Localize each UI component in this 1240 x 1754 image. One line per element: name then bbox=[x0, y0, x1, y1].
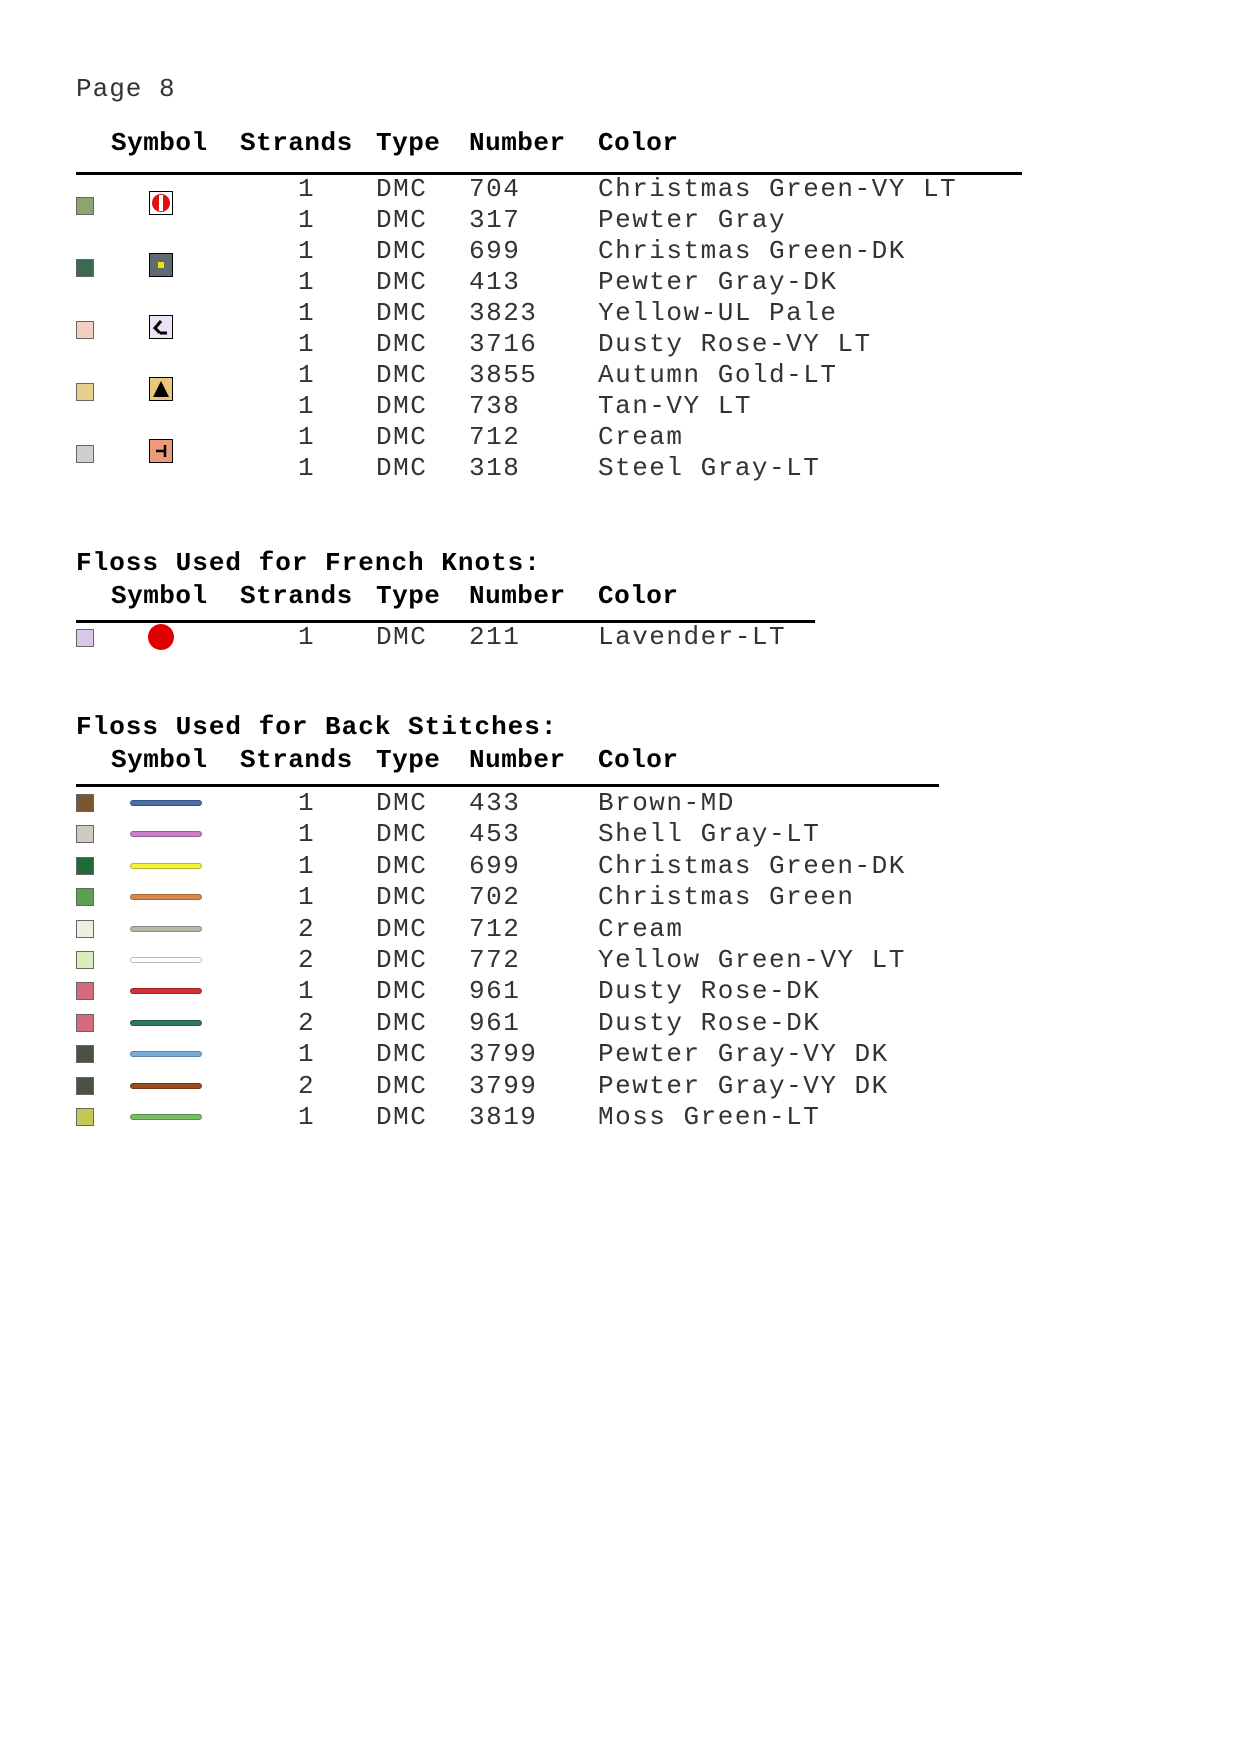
table-row: 2 DMC 3799 Pewter Gray-VY DK bbox=[298, 1071, 889, 1101]
header-type: Type bbox=[376, 745, 441, 775]
header-type: Type bbox=[376, 581, 441, 611]
table-row: 1 DMC 211 Lavender-LT bbox=[298, 622, 787, 652]
french-knots-title: Floss Used for French Knots: bbox=[76, 548, 541, 578]
page-label: Page 8 bbox=[76, 74, 176, 104]
table-row: 1 DMC 704 Christmas Green-VY LT bbox=[298, 174, 958, 204]
table-row: 1 DMC 699 Christmas Green-DK bbox=[298, 236, 906, 266]
header-color: Color bbox=[598, 128, 679, 158]
header-number: Number bbox=[469, 745, 566, 775]
header-symbol: Symbol bbox=[111, 128, 208, 158]
header-symbol: Symbol bbox=[111, 581, 208, 611]
table-row: 1 DMC 3855 Autumn Gold-LT bbox=[298, 360, 838, 390]
table-row: 1 DMC 702 Christmas Green bbox=[298, 882, 855, 912]
header-rule bbox=[76, 784, 939, 787]
table-row: 1 DMC 318 Steel Gray-LT bbox=[298, 453, 821, 483]
table-row: 1 DMC 3819 Moss Green-LT bbox=[298, 1102, 821, 1132]
header-symbol: Symbol bbox=[111, 745, 208, 775]
table-row: 1 DMC 699 Christmas Green-DK bbox=[298, 851, 906, 881]
header-type: Type bbox=[376, 128, 441, 158]
table-row: 1 DMC 3716 Dusty Rose-VY LT bbox=[298, 329, 872, 359]
table-row: 1 DMC 3823 Yellow-UL Pale bbox=[298, 298, 838, 328]
table-row: 2 DMC 712 Cream bbox=[298, 914, 684, 944]
header-strands: Strands bbox=[240, 128, 353, 158]
header-number: Number bbox=[469, 128, 566, 158]
table-row: 1 DMC 453 Shell Gray-LT bbox=[298, 819, 821, 849]
header-number: Number bbox=[469, 581, 566, 611]
header-color: Color bbox=[598, 745, 679, 775]
header-color: Color bbox=[598, 581, 679, 611]
table-row: 1 DMC 961 Dusty Rose-DK bbox=[298, 976, 821, 1006]
table-row: 1 DMC 413 Pewter Gray-DK bbox=[298, 267, 838, 297]
table-row: 1 DMC 433 Brown-MD bbox=[298, 788, 735, 818]
header-strands: Strands bbox=[240, 745, 353, 775]
table-row: 2 DMC 772 Yellow Green-VY LT bbox=[298, 945, 906, 975]
table-row: 1 DMC 712 Cream bbox=[298, 422, 684, 452]
table-row: 1 DMC 738 Tan-VY LT bbox=[298, 391, 752, 421]
table-row: 2 DMC 961 Dusty Rose-DK bbox=[298, 1008, 821, 1038]
back-stitches-title: Floss Used for Back Stitches: bbox=[76, 712, 558, 742]
header-strands: Strands bbox=[240, 581, 353, 611]
table-row: 1 DMC 317 Pewter Gray bbox=[298, 205, 787, 235]
table-row: 1 DMC 3799 Pewter Gray-VY DK bbox=[298, 1039, 889, 1069]
